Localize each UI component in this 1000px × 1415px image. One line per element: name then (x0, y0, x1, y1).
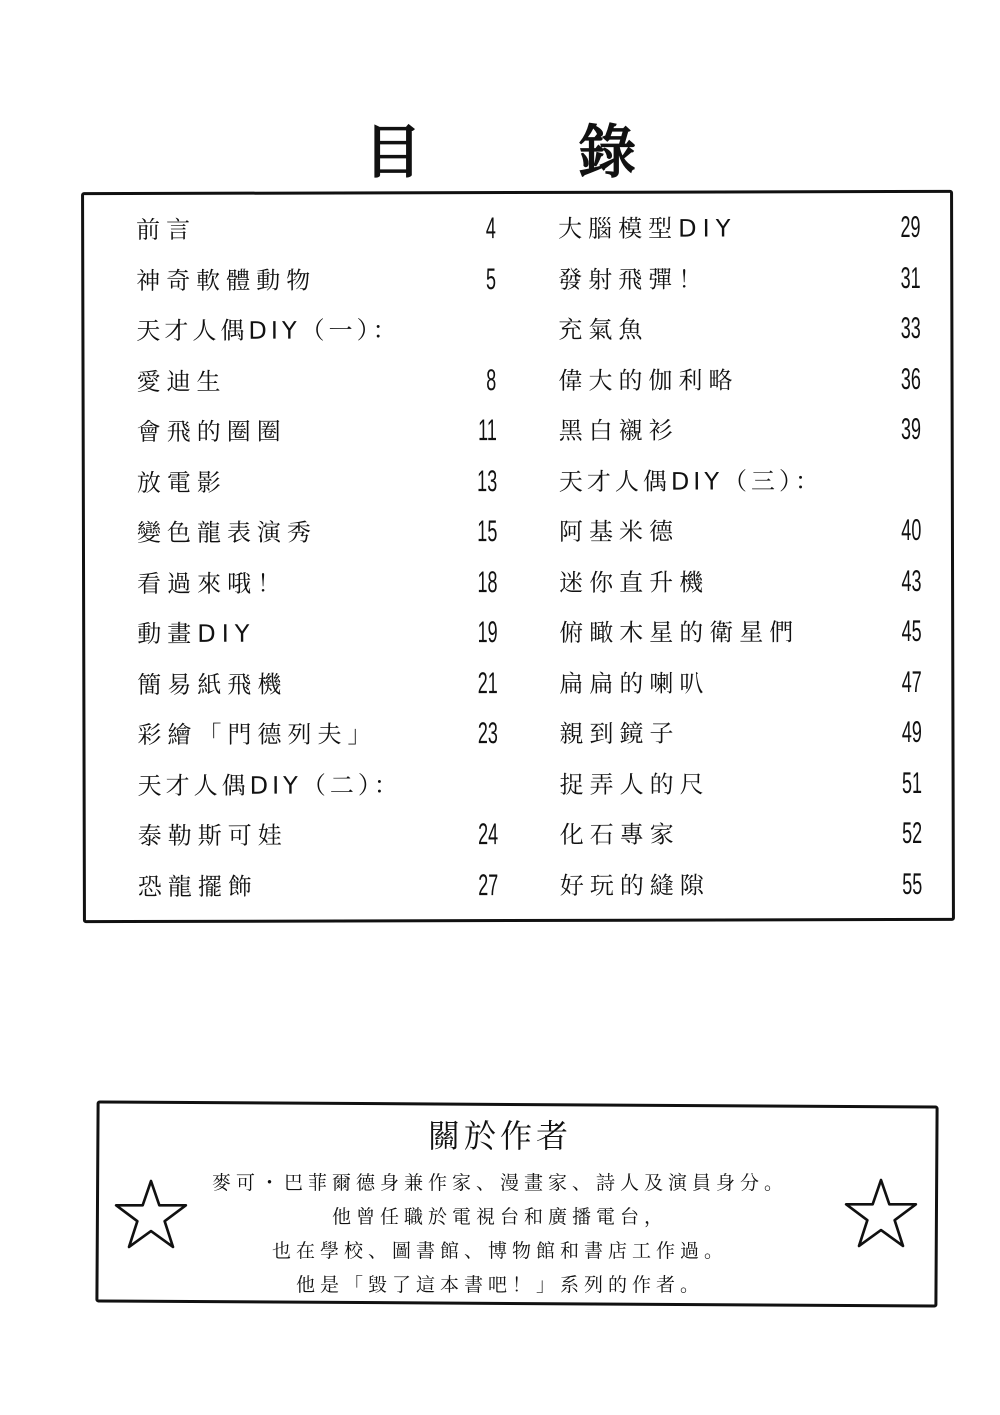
toc-section-heading (559, 455, 921, 506)
toc-entry (559, 607, 921, 658)
toc-page-number: 55 (901, 867, 922, 901)
toc-page-number: 45 (901, 614, 922, 648)
toc-entry-title: 簡易紙飛機 (137, 670, 288, 699)
toc-entry-title: 動畫DIY (137, 619, 256, 648)
toc-entry-title: 充氣魚 (558, 315, 649, 344)
toc-entry (558, 354, 920, 405)
about-line: 也在學校、圖書館、博物館和書店工作過。 (271, 1240, 728, 1262)
toc-entry-title: 看過來哦！ (137, 569, 288, 598)
toc-entry (558, 304, 920, 355)
toc-title: 目 錄 (363, 118, 705, 186)
toc-entry-title: 前言 (136, 215, 197, 244)
toc-page-number: 43 (900, 564, 922, 598)
toc-entry (558, 203, 920, 254)
toc-entry (137, 659, 497, 710)
toc-section-heading (138, 760, 498, 811)
toc-entry (137, 558, 497, 609)
toc-right-column (558, 203, 922, 911)
toc-entry-title: 神奇軟體動物 (136, 266, 317, 295)
toc-left-column (136, 204, 498, 912)
toc-page-number: 47 (901, 665, 922, 699)
toc-page-number: 40 (900, 513, 921, 547)
toc-entry-title: 大腦模型DIY (558, 214, 737, 243)
toc-page-number: 52 (901, 816, 922, 850)
toc-entry (137, 507, 497, 558)
about-line: 麥可・巴菲爾德身兼作家、漫畫家、詩人及演員身分。 (211, 1172, 788, 1194)
toc-page-number: 51 (901, 766, 922, 800)
about-author-title: 關於作者 (427, 1117, 572, 1155)
toc-page-number: 18 (476, 565, 498, 599)
toc-section-heading (136, 305, 496, 356)
toc-entry (560, 859, 922, 910)
toc-entry (136, 356, 496, 407)
toc-entry-title: 阿基米德 (558, 517, 679, 546)
toc-page-number: 13 (476, 464, 497, 498)
toc-box (81, 190, 955, 923)
toc-page-number: 5 (486, 262, 497, 296)
toc-entry-title: 黑白襯衫 (558, 416, 679, 445)
star-icon (840, 1177, 922, 1249)
toc-entry-title: 彩繪「門德列夫」 (137, 720, 378, 749)
toc-page-number: 33 (900, 311, 921, 345)
toc-entry (558, 253, 920, 304)
about-line: 他曾任職於電視台和廣播電台， (331, 1206, 668, 1228)
toc-page-number: 27 (477, 868, 498, 902)
toc-entry (560, 758, 922, 809)
star-icon (110, 1178, 192, 1250)
toc-entry (137, 709, 497, 760)
toc-entry-title: 恐龍擺飾 (137, 872, 258, 901)
toc-entry (137, 406, 497, 457)
toc-entry (559, 657, 921, 708)
toc-entry (138, 810, 498, 861)
toc-page-number: 15 (476, 515, 497, 549)
toc-entry-title: 扁扁的喇叭 (559, 668, 710, 698)
toc-page-number: 24 (477, 818, 498, 852)
toc-page-number: 8 (486, 363, 497, 397)
toc-entry-title: 化石專家 (559, 820, 680, 849)
toc-entry (138, 861, 498, 912)
toc-entry-title: 天才人偶DIY（三）： (558, 466, 824, 496)
toc-entry-title: 偉大的伽利略 (558, 365, 739, 395)
toc-entry-title: 天才人偶DIY（二）： (137, 770, 402, 800)
toc-entry (137, 608, 497, 659)
about-line: 他是「毀了這本書吧！」系列的作者。 (295, 1274, 704, 1296)
toc-entry (559, 556, 921, 607)
toc-entry-title: 天才人偶DIY（一）： (136, 316, 401, 345)
toc-entry-title: 會飛的圈圈 (136, 417, 287, 446)
toc-entry (136, 255, 496, 306)
toc-entry-title: 愛迪生 (136, 367, 227, 396)
toc-entry-title: 親到鏡子 (559, 719, 680, 748)
toc-page-number: 21 (477, 666, 498, 700)
toc-page-number: 19 (477, 616, 498, 650)
toc-entry (560, 809, 922, 860)
toc-entry-title: 迷你直升機 (559, 567, 710, 597)
toc-page-number: 11 (477, 414, 497, 448)
toc-page-number: 31 (900, 261, 921, 295)
toc-page-number: 29 (900, 210, 921, 244)
toc-page-number: 36 (900, 362, 921, 396)
toc-entry-title: 泰勒斯可娃 (137, 821, 288, 850)
toc-entry (137, 457, 497, 508)
toc-entry (136, 204, 496, 255)
toc-entry (559, 506, 921, 557)
toc-entry-title: 發射飛彈！ (558, 265, 709, 294)
toc-page-number: 4 (486, 212, 497, 246)
toc-entry-title: 好玩的縫隙 (559, 870, 710, 900)
toc-page-number: 23 (477, 717, 498, 751)
toc-entry (559, 708, 921, 759)
toc-entry-title: 放電影 (136, 468, 227, 497)
toc-entry-title: 俯瞰木星的衛星們 (559, 618, 800, 647)
toc-page-number: 39 (900, 412, 921, 446)
toc-page-number: 49 (901, 715, 922, 749)
toc-entry-title: 變色龍表演秀 (136, 518, 317, 547)
toc-entry (559, 405, 921, 456)
toc-entry-title: 捉弄人的尺 (559, 769, 710, 799)
